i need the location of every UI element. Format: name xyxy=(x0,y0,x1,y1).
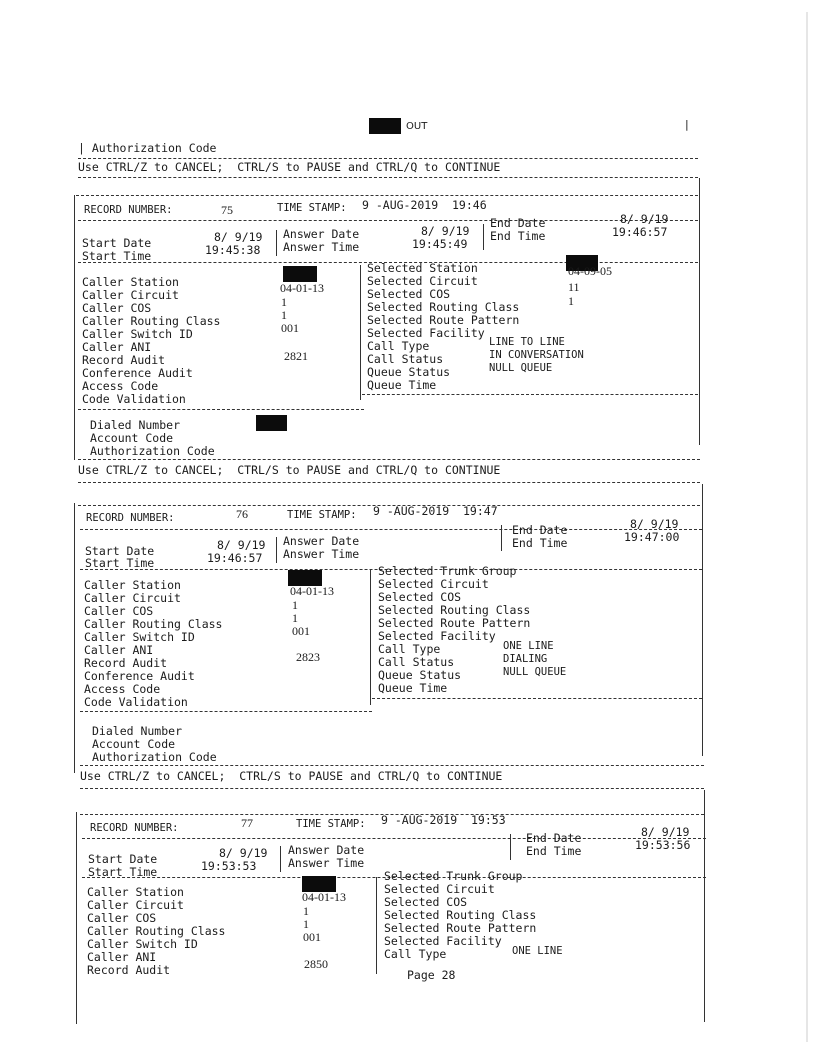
time-stamp-label: TIME STAMP: xyxy=(277,202,347,214)
caller-station: 04-01-13 xyxy=(280,281,324,295)
code-validation-label: Code Validation xyxy=(82,392,186,406)
divider xyxy=(80,788,704,789)
call-status-label: Call Status xyxy=(367,352,444,366)
end-date-label: End Date xyxy=(526,831,582,845)
caller-ani-label: Caller ANI xyxy=(84,643,154,657)
caller-switch-id-label: Caller Switch ID xyxy=(82,327,193,341)
caller-ani: 2821 xyxy=(284,349,308,363)
caller-field-labels xyxy=(82,276,220,406)
caller-switch-id: 001 xyxy=(303,930,321,944)
authorization-code-label: Authorization Code xyxy=(92,750,217,764)
record-audit-label: Record Audit xyxy=(82,353,166,367)
selected-station-label: Selected Station xyxy=(367,261,478,275)
end-time: 19:53:56 xyxy=(635,838,691,852)
caller-ani-label: Caller ANI xyxy=(82,340,152,354)
start-date-label: Start Date xyxy=(85,544,155,558)
selected-cos-label: Selected COS xyxy=(378,590,462,604)
selected-facility-label: Selected Facility xyxy=(378,629,496,643)
caller-switch-id-label: Caller Switch ID xyxy=(87,937,198,951)
call-type: ONE LINE xyxy=(503,640,554,652)
caller-circuit: 1 xyxy=(292,598,298,612)
selected-trunk-group-label: Selected Trunk Group xyxy=(378,564,517,578)
answer-date-label: Answer Date xyxy=(288,843,365,857)
start-time: 19:46:57 xyxy=(207,551,263,565)
selected-route-pattern-label: Selected Route Pattern xyxy=(384,921,537,935)
answer-time-label: Answer Time xyxy=(288,856,365,870)
queue-status-label: Queue Status xyxy=(378,668,462,682)
time-stamp: 9 -AUG-2019 19:53 xyxy=(381,813,506,827)
end-time-label: End Time xyxy=(526,844,582,858)
caller-station: 04-01-13 xyxy=(290,584,334,598)
ctrl-instruction: Use CTRL/Z to CANCEL; CTRL/S to PAUSE and CTRL/Q to CONTINUE xyxy=(78,160,501,174)
time-stamp-label: TIME STAMP: xyxy=(287,509,357,521)
call-status: IN CONVERSATION xyxy=(489,349,584,361)
redaction-block xyxy=(283,266,317,282)
selected-routing-class-label: Selected Routing Class xyxy=(378,603,531,617)
answer-time-label: Answer Time xyxy=(283,240,360,254)
caller-circuit: 1 xyxy=(303,904,309,918)
caller-cos: 1 xyxy=(281,308,287,322)
conference-audit-label: Conference Audit xyxy=(82,366,193,380)
start-time-label: Start Time xyxy=(88,865,158,879)
selected-circuit-label: Selected Circuit xyxy=(378,577,489,591)
record-number-label: RECORD NUMBER: xyxy=(86,512,175,524)
start-date-label: Start Date xyxy=(88,852,158,866)
caller-station-label: Caller Station xyxy=(87,885,184,899)
record-number: 77 xyxy=(241,816,253,830)
selected-circuit-label: Selected Circuit xyxy=(384,882,495,896)
caller-circuit-label: Caller Circuit xyxy=(87,898,184,912)
selected-trunk-group-label: Selected Trunk Group xyxy=(384,869,523,883)
caller-cos: 1 xyxy=(303,917,309,931)
caller-circuit-label: Caller Circuit xyxy=(84,591,181,605)
scan-edge xyxy=(806,12,808,1042)
end-time-label: End Time xyxy=(490,229,546,243)
queue-time-label: Queue Time xyxy=(378,681,448,695)
queue-status: NULL QUEUE xyxy=(503,666,567,678)
end-date: 8/ 9/19 xyxy=(620,212,669,226)
account-code-label: Account Code xyxy=(92,737,176,751)
caller-switch-id-label: Caller Switch ID xyxy=(84,630,195,644)
end-date: 8/ 9/19 xyxy=(641,825,690,839)
end-time-label: End Time xyxy=(512,536,568,550)
dialed-number-label: Dialed Number xyxy=(90,418,181,432)
divider xyxy=(78,177,698,178)
time-stamp-label: TIME STAMP: xyxy=(296,818,366,830)
caller-routing-class-label: Caller Routing Class xyxy=(84,617,223,631)
call-type: ONE LINE xyxy=(512,945,563,957)
start-time: 19:53:53 xyxy=(201,859,257,873)
end-time: 19:46:57 xyxy=(612,225,668,239)
dialed-number-label: Dialed Number xyxy=(92,724,183,738)
record-number: 76 xyxy=(236,507,248,521)
caller-ani-label: Caller ANI xyxy=(87,950,157,964)
call-type: LINE TO LINE xyxy=(489,336,565,348)
caller-station-label: Caller Station xyxy=(84,578,181,592)
caller-switch-id: 001 xyxy=(292,624,310,638)
call-status-label: Call Status xyxy=(378,655,455,669)
redaction-block xyxy=(256,415,287,431)
selected-circuit-label: Selected Circuit xyxy=(367,274,478,288)
authorization-code-label: Authorization Code xyxy=(90,444,215,458)
start-time: 19:45:38 xyxy=(205,243,261,257)
divider xyxy=(78,158,698,159)
caller-circuit-label: Caller Circuit xyxy=(82,288,179,302)
access-code-label: Access Code xyxy=(82,379,159,393)
page-number: Page 28 xyxy=(407,968,456,982)
record-audit-label: Record Audit xyxy=(87,963,171,977)
call-status: DIALING xyxy=(503,653,548,665)
caller-cos-label: Caller COS xyxy=(84,604,154,618)
start-time-label: Start Time xyxy=(82,249,152,263)
caller-field-labels xyxy=(87,886,225,977)
record-number-label: RECORD NUMBER: xyxy=(90,822,179,834)
conference-audit-label: Conference Audit xyxy=(84,669,195,683)
selected-routing-class-label: Selected Routing Class xyxy=(384,908,537,922)
time-stamp: 9 -AUG-2019 19:47 xyxy=(373,504,498,518)
selected-station: 04-09-05 xyxy=(568,264,612,278)
answer-date-label: Answer Date xyxy=(283,534,360,548)
queue-status: NULL QUEUE xyxy=(489,362,553,374)
access-code-label: Access Code xyxy=(84,682,161,696)
caller-cos-label: Caller COS xyxy=(87,911,157,925)
start-date-label: Start Date xyxy=(82,236,152,250)
end-date: 8/ 9/19 xyxy=(630,517,679,531)
start-time-label: Start Time xyxy=(85,556,155,570)
queue-time-label: Queue Time xyxy=(367,378,437,392)
queue-status-label: Queue Status xyxy=(367,365,451,379)
authorization-code-line: | Authorization Code xyxy=(78,141,217,155)
redaction-block xyxy=(369,118,401,134)
caller-routing-class-label: Caller Routing Class xyxy=(82,314,221,328)
caller-circuit: 1 xyxy=(281,295,287,309)
selected-route-pattern-label: Selected Route Pattern xyxy=(378,616,531,630)
selected-cos-label: Selected COS xyxy=(384,895,468,909)
answer-date: 8/ 9/19 xyxy=(421,224,470,238)
caller-cos: 1 xyxy=(292,611,298,625)
caller-routing-class-label: Caller Routing Class xyxy=(87,924,226,938)
call-type-label: Call Type xyxy=(367,339,430,353)
ctrl-instruction: Use CTRL/Z to CANCEL; CTRL/S to PAUSE and CTRL/Q to CONTINUE xyxy=(78,463,501,477)
time-stamp: 9 -AUG-2019 19:46 xyxy=(362,198,487,212)
record-number: 75 xyxy=(221,203,233,217)
account-code-label: Account Code xyxy=(90,431,174,445)
answer-time: 19:45:49 xyxy=(412,237,468,251)
caller-cos-label: Caller COS xyxy=(82,301,152,315)
code-validation-label: Code Validation xyxy=(84,695,188,709)
out-label: OUT xyxy=(406,121,428,132)
caller-station-label: Caller Station xyxy=(82,275,179,289)
start-date: 8/ 9/19 xyxy=(217,538,266,552)
ctrl-instruction: Use CTRL/Z to CANCEL; CTRL/S to PAUSE and CTRL/Q to CONTINUE xyxy=(80,769,503,783)
selected-route-pattern-label: Selected Route Pattern xyxy=(367,313,520,327)
caller-ani: 2823 xyxy=(296,650,320,664)
end-date-label: End Date xyxy=(490,216,546,230)
record-number-label: RECORD NUMBER: xyxy=(84,204,173,216)
call-type-label: Call Type xyxy=(378,642,441,656)
start-date: 8/ 9/19 xyxy=(214,230,263,244)
selected-circuit: 11 xyxy=(568,280,580,294)
selected-facility-label: Selected Facility xyxy=(367,326,485,340)
end-time: 19:47:00 xyxy=(624,530,680,544)
selected-routing-class-label: Selected Routing Class xyxy=(367,300,520,314)
end-date-label: End Date xyxy=(512,523,568,537)
divider xyxy=(78,482,700,483)
caller-ani: 2850 xyxy=(304,957,328,971)
call-type-label: Call Type xyxy=(384,947,447,961)
selected-facility-label: Selected Facility xyxy=(384,934,502,948)
answer-time-label: Answer Time xyxy=(283,547,360,561)
record-audit-label: Record Audit xyxy=(84,656,168,670)
caller-field-labels xyxy=(84,579,222,709)
caller-station: 04-01-13 xyxy=(302,890,346,904)
selected-cos-label: Selected COS xyxy=(367,287,451,301)
selected-routing-class: 1 xyxy=(568,294,574,308)
caller-switch-id: 001 xyxy=(281,321,299,335)
header-right-pipe: | xyxy=(685,118,689,131)
answer-date-label: Answer Date xyxy=(283,227,360,241)
start-date: 8/ 9/19 xyxy=(219,846,268,860)
